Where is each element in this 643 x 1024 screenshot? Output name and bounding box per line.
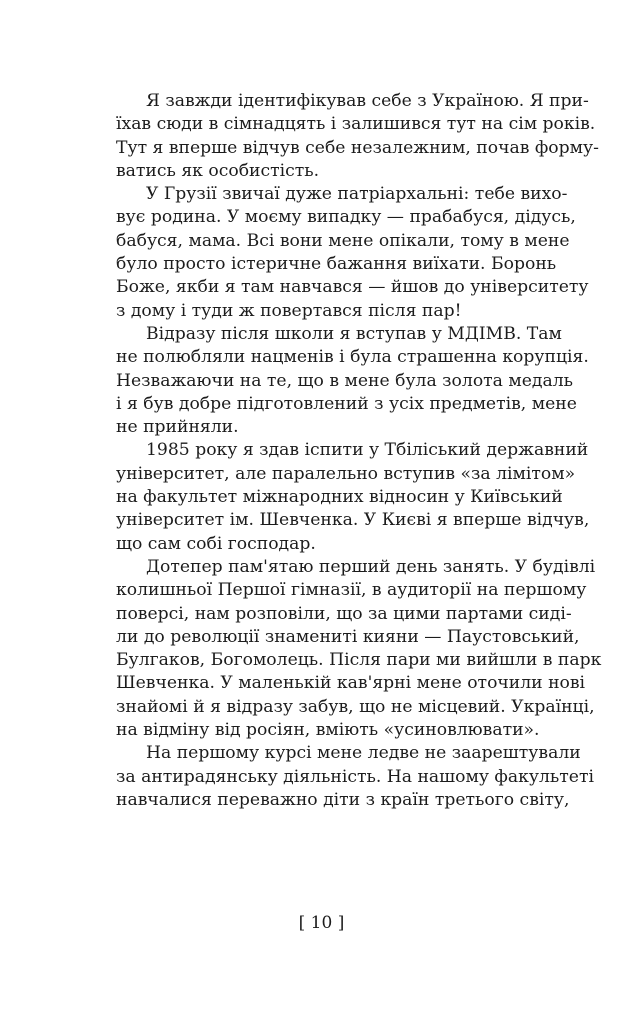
- text-line: не прийняли.: [116, 417, 239, 438]
- text-line: не полюбляли нацменів і була страшенна корупція.: [116, 347, 589, 368]
- text-line: університет ім. Шевченка. У Києві я вперше відчув,: [116, 510, 590, 531]
- text-line: було просто істеричне бажання виїхати. Боронь: [116, 254, 557, 275]
- body-text: [116, 90, 602, 812]
- text-line: Незважаючи на те, що в мене була золота медаль: [116, 370, 574, 391]
- text-line: Тут я вперше відчув себе незалежним, почав форму-: [116, 137, 599, 158]
- text-line: ватись як особистість.: [116, 160, 320, 181]
- text-line: колишньої Першої гімназії, в аудиторії на першому: [116, 580, 587, 601]
- text-line: бабуся, мама. Всі вони мене опікали, тому в мене: [116, 230, 570, 251]
- text-line: вує родина. У моєму випадку — прабабуся, дідусь,: [116, 207, 576, 228]
- text-line: Булгаков, Богомолець. Після пари ми вийшли в парк: [116, 650, 602, 671]
- text-line: університет, але паралельно вступив «за лімітом»: [116, 463, 576, 484]
- text-line: за антирадянську діяльність. На нашому факультеті: [116, 766, 594, 787]
- text-line: На першому курсі мене ледве не заарештували: [146, 743, 581, 764]
- text-line: і я був добре підготовлений з усіх предметів, мене: [116, 393, 577, 414]
- text-line: що сам собі господар.: [116, 533, 316, 554]
- text-line: Відразу після школи я вступав у МДІМВ. Там: [146, 323, 562, 344]
- text-line: Шевченка. У маленькій кав'ярні мене оточили нові: [116, 673, 586, 694]
- text-line: ли до революції знамениті кияни — Паустовський,: [116, 626, 580, 647]
- text-line: поверсі, нам розповіли, що за цими партами сиді-: [116, 603, 572, 624]
- text-line: на відміну від росіян, вміють «усиновлювати».: [116, 720, 540, 741]
- text-line: знайомі й я відразу забув, що не місцевий. Українці,: [116, 696, 595, 717]
- text-line: 1985 року я здав іспити у Тбіліський державний: [146, 440, 589, 461]
- text-line: У Грузії звичаї дуже патріархальні: тебе вихо-: [146, 184, 568, 205]
- text-line: Я завжди ідентифікував себе з Україною. Я при-: [146, 91, 589, 111]
- text-line: їхав сюди в сімнадцять і залишився тут на сім років.: [116, 114, 596, 135]
- text-line: Боже, якби я там навчався — йшов до університету: [116, 277, 589, 298]
- page-number: [ 10 ]: [298, 913, 345, 933]
- text-line: навчалися переважно діти з країн третього світу,: [116, 789, 570, 810]
- text-line: з дому і туди ж повертався після пар!: [116, 300, 462, 321]
- text-line: Дотепер пам'ятаю перший день занять. У будівлі: [146, 556, 596, 577]
- text-line: на факультет міжнародних відносин у Київський: [116, 487, 563, 508]
